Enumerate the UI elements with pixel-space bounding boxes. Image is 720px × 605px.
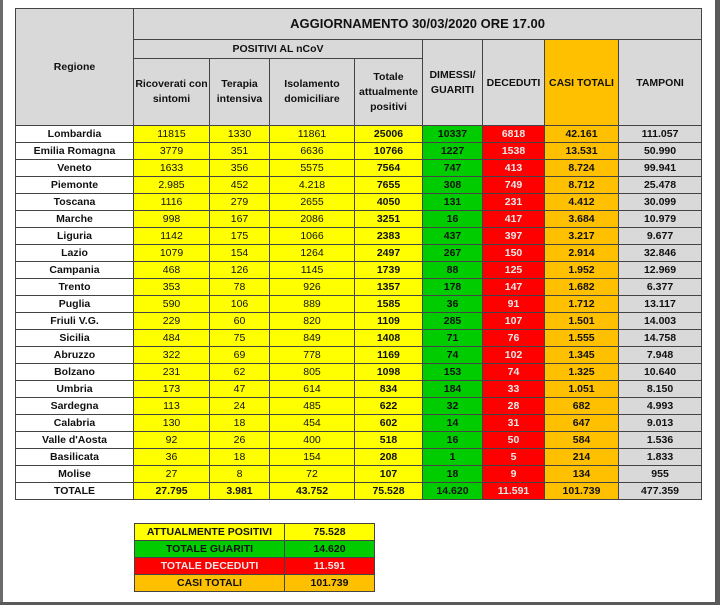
cell-terapia: 18: [210, 449, 270, 466]
cell-casi: 42.161: [545, 126, 619, 143]
cell-regione: Puglia: [16, 296, 134, 313]
cell-regione: Sardegna: [16, 398, 134, 415]
cell-casi: 4.412: [545, 194, 619, 211]
cell-tamponi: 1.833: [619, 449, 702, 466]
cell-totale: 1585: [355, 296, 423, 313]
cell-dimessi: 18: [423, 466, 483, 483]
cell-isolamento: 154: [270, 449, 355, 466]
table-row: [16, 313, 702, 330]
cell-casi: 1.952: [545, 262, 619, 279]
cell-dimessi: 10337: [423, 126, 483, 143]
cell-deceduti: 9: [483, 466, 545, 483]
cell-tamponi: 12.969: [619, 262, 702, 279]
cell-tamponi: 32.846: [619, 245, 702, 262]
summary-row: [135, 575, 375, 592]
table-row: [16, 211, 702, 228]
cell-totale: 518: [355, 432, 423, 449]
table-row: [16, 194, 702, 211]
cell-tamponi: 111.057: [619, 126, 702, 143]
cell-deceduti: 397: [483, 228, 545, 245]
cell-casi: 682: [545, 398, 619, 415]
cell-casi: 8.712: [545, 177, 619, 194]
cell-regione: Valle d'Aosta: [16, 432, 134, 449]
window-frame-left: [0, 0, 3, 605]
cell-isolamento: 1066: [270, 228, 355, 245]
cell-ricoverati: 590: [134, 296, 210, 313]
total-isolamento: 43.752: [270, 483, 355, 500]
cell-tamponi: 99.941: [619, 160, 702, 177]
cell-terapia: 47: [210, 381, 270, 398]
header-isolamento: Isolamento domiciliare: [270, 59, 355, 126]
cell-terapia: 154: [210, 245, 270, 262]
cell-dimessi: 285: [423, 313, 483, 330]
summary-value: 101.739: [285, 575, 375, 592]
cell-ricoverati: 998: [134, 211, 210, 228]
cell-tamponi: 50.990: [619, 143, 702, 160]
cell-dimessi: 74: [423, 347, 483, 364]
cell-deceduti: 231: [483, 194, 545, 211]
cell-terapia: 167: [210, 211, 270, 228]
cell-isolamento: 4.218: [270, 177, 355, 194]
cell-regione: Lazio: [16, 245, 134, 262]
cell-tamponi: 10.640: [619, 364, 702, 381]
cell-totale: 1357: [355, 279, 423, 296]
summary-label: TOTALE DECEDUTI: [135, 558, 285, 575]
cell-totale: 208: [355, 449, 423, 466]
header-dimessi: DIMESSI/ GUARITI: [423, 40, 483, 126]
cell-tamponi: 8.150: [619, 381, 702, 398]
cell-isolamento: 1264: [270, 245, 355, 262]
cell-ricoverati: 36: [134, 449, 210, 466]
cell-regione: Piemonte: [16, 177, 134, 194]
cell-deceduti: 5: [483, 449, 545, 466]
cell-terapia: 60: [210, 313, 270, 330]
cell-casi: 647: [545, 415, 619, 432]
covid-regional-table: [15, 8, 702, 500]
total-casi: 101.739: [545, 483, 619, 500]
cell-isolamento: 849: [270, 330, 355, 347]
cell-terapia: 26: [210, 432, 270, 449]
cell-casi: 13.531: [545, 143, 619, 160]
total-tamponi: 477.359: [619, 483, 702, 500]
cell-totale: 25006: [355, 126, 423, 143]
table-row: [16, 466, 702, 483]
cell-dimessi: 308: [423, 177, 483, 194]
cell-dimessi: 153: [423, 364, 483, 381]
header-totale-positivi: Totale attualmente positivi: [355, 59, 423, 126]
cell-dimessi: 71: [423, 330, 483, 347]
cell-terapia: 356: [210, 160, 270, 177]
summary-label: CASI TOTALI: [135, 575, 285, 592]
table-row: [16, 126, 702, 143]
cell-dimessi: 14: [423, 415, 483, 432]
cell-dimessi: 32: [423, 398, 483, 415]
cell-regione: Veneto: [16, 160, 134, 177]
header-deceduti: DECEDUTI: [483, 40, 545, 126]
table-row: [16, 432, 702, 449]
cell-isolamento: 6636: [270, 143, 355, 160]
cell-terapia: 126: [210, 262, 270, 279]
cell-totale: 2383: [355, 228, 423, 245]
cell-casi: 3.217: [545, 228, 619, 245]
cell-deceduti: 28: [483, 398, 545, 415]
cell-deceduti: 749: [483, 177, 545, 194]
table-row: [16, 177, 702, 194]
summary-label: ATTUALMENTE POSITIVI: [135, 524, 285, 541]
cell-terapia: 69: [210, 347, 270, 364]
cell-isolamento: 11861: [270, 126, 355, 143]
cell-casi: 8.724: [545, 160, 619, 177]
cell-regione: Trento: [16, 279, 134, 296]
header-regione: Regione: [16, 9, 134, 126]
total-ricoverati: 27.795: [134, 483, 210, 500]
table-row: [16, 347, 702, 364]
table-row: [16, 415, 702, 432]
cell-isolamento: 454: [270, 415, 355, 432]
cell-totale: 10766: [355, 143, 423, 160]
cell-ricoverati: 484: [134, 330, 210, 347]
cell-regione: Bolzano: [16, 364, 134, 381]
summary-value: 11.591: [285, 558, 375, 575]
cell-isolamento: 2086: [270, 211, 355, 228]
cell-ricoverati: 322: [134, 347, 210, 364]
cell-isolamento: 614: [270, 381, 355, 398]
table-body: [16, 126, 702, 500]
cell-ricoverati: 2.985: [134, 177, 210, 194]
summary-label: TOTALE GUARITI: [135, 541, 285, 558]
cell-casi: 214: [545, 449, 619, 466]
cell-ricoverati: 468: [134, 262, 210, 279]
total-totale: 75.528: [355, 483, 423, 500]
cell-deceduti: 147: [483, 279, 545, 296]
cell-regione: Calabria: [16, 415, 134, 432]
cell-tamponi: 4.993: [619, 398, 702, 415]
cell-ricoverati: 229: [134, 313, 210, 330]
cell-tamponi: 14.003: [619, 313, 702, 330]
cell-deceduti: 417: [483, 211, 545, 228]
cell-ricoverati: 27: [134, 466, 210, 483]
cell-tamponi: 955: [619, 466, 702, 483]
window-frame-right: [715, 0, 720, 605]
cell-ricoverati: 173: [134, 381, 210, 398]
cell-regione: Emilia Romagna: [16, 143, 134, 160]
cell-deceduti: 6818: [483, 126, 545, 143]
summary-row: [135, 541, 375, 558]
cell-ricoverati: 130: [134, 415, 210, 432]
cell-casi: 3.684: [545, 211, 619, 228]
table-row: [16, 398, 702, 415]
cell-totale: 7564: [355, 160, 423, 177]
cell-totale: 1098: [355, 364, 423, 381]
summary-value: 75.528: [285, 524, 375, 541]
cell-tamponi: 9.677: [619, 228, 702, 245]
cell-isolamento: 400: [270, 432, 355, 449]
cell-terapia: 106: [210, 296, 270, 313]
cell-totale: 3251: [355, 211, 423, 228]
cell-totale: 1408: [355, 330, 423, 347]
cell-isolamento: 1145: [270, 262, 355, 279]
cell-tamponi: 30.099: [619, 194, 702, 211]
cell-casi: 584: [545, 432, 619, 449]
cell-totale: 2497: [355, 245, 423, 262]
cell-dimessi: 1: [423, 449, 483, 466]
cell-terapia: 175: [210, 228, 270, 245]
cell-regione: Umbria: [16, 381, 134, 398]
cell-terapia: 75: [210, 330, 270, 347]
cell-ricoverati: 1633: [134, 160, 210, 177]
table-row: [16, 449, 702, 466]
total-deceduti: 11.591: [483, 483, 545, 500]
cell-regione: Liguria: [16, 228, 134, 245]
header-ricoverati: Ricoverati con sintomi: [134, 59, 210, 126]
cell-totale: 4050: [355, 194, 423, 211]
cell-ricoverati: 1116: [134, 194, 210, 211]
cell-tamponi: 6.377: [619, 279, 702, 296]
cell-deceduti: 33: [483, 381, 545, 398]
table-row: [16, 330, 702, 347]
cell-tamponi: 13.117: [619, 296, 702, 313]
cell-isolamento: 820: [270, 313, 355, 330]
cell-isolamento: 926: [270, 279, 355, 296]
cell-tamponi: 25.478: [619, 177, 702, 194]
cell-ricoverati: 1142: [134, 228, 210, 245]
cell-casi: 1.501: [545, 313, 619, 330]
cell-totale: 834: [355, 381, 423, 398]
cell-dimessi: 1227: [423, 143, 483, 160]
cell-isolamento: 5575: [270, 160, 355, 177]
cell-casi: 1.555: [545, 330, 619, 347]
cell-dimessi: 184: [423, 381, 483, 398]
table-row: [16, 160, 702, 177]
cell-deceduti: 76: [483, 330, 545, 347]
cell-totale: 7655: [355, 177, 423, 194]
cell-regione: Basilicata: [16, 449, 134, 466]
cell-totale: 1739: [355, 262, 423, 279]
cell-terapia: 18: [210, 415, 270, 432]
header-tamponi: TAMPONI: [619, 40, 702, 126]
cell-ricoverati: 1079: [134, 245, 210, 262]
cell-tamponi: 9.013: [619, 415, 702, 432]
cell-deceduti: 74: [483, 364, 545, 381]
cell-tamponi: 7.948: [619, 347, 702, 364]
cell-regione: Lombardia: [16, 126, 134, 143]
cell-regione: Friuli V.G.: [16, 313, 134, 330]
cell-casi: 1.051: [545, 381, 619, 398]
cell-isolamento: 2655: [270, 194, 355, 211]
total-regione: TOTALE: [16, 483, 134, 500]
cell-deceduti: 50: [483, 432, 545, 449]
cell-terapia: 8: [210, 466, 270, 483]
total-dimessi: 14.620: [423, 483, 483, 500]
table-row: [16, 228, 702, 245]
cell-terapia: 452: [210, 177, 270, 194]
cell-isolamento: 485: [270, 398, 355, 415]
cell-dimessi: 437: [423, 228, 483, 245]
totals-row: [16, 483, 702, 500]
table-row: [16, 245, 702, 262]
cell-isolamento: 889: [270, 296, 355, 313]
cell-casi: 1.345: [545, 347, 619, 364]
cell-dimessi: 178: [423, 279, 483, 296]
cell-regione: Toscana: [16, 194, 134, 211]
cell-isolamento: 778: [270, 347, 355, 364]
cell-casi: 1.325: [545, 364, 619, 381]
table-row: [16, 381, 702, 398]
cell-totale: 1169: [355, 347, 423, 364]
table-row: [16, 364, 702, 381]
table-row: [16, 296, 702, 313]
cell-deceduti: 91: [483, 296, 545, 313]
cell-isolamento: 805: [270, 364, 355, 381]
summary-row: [135, 524, 375, 541]
cell-dimessi: 267: [423, 245, 483, 262]
cell-casi: 2.914: [545, 245, 619, 262]
table-row: [16, 279, 702, 296]
cell-regione: Campania: [16, 262, 134, 279]
summary-table: [134, 523, 375, 592]
cell-tamponi: 1.536: [619, 432, 702, 449]
table-row: [16, 262, 702, 279]
cell-totale: 107: [355, 466, 423, 483]
cell-terapia: 279: [210, 194, 270, 211]
cell-terapia: 78: [210, 279, 270, 296]
total-terapia: 3.981: [210, 483, 270, 500]
cell-ricoverati: 3779: [134, 143, 210, 160]
cell-deceduti: 150: [483, 245, 545, 262]
cell-ricoverati: 113: [134, 398, 210, 415]
cell-dimessi: 131: [423, 194, 483, 211]
cell-terapia: 1330: [210, 126, 270, 143]
cell-totale: 1109: [355, 313, 423, 330]
cell-casi: 134: [545, 466, 619, 483]
header-terapia: Terapia intensiva: [210, 59, 270, 126]
cell-totale: 622: [355, 398, 423, 415]
header-casi-totali: CASI TOTALI: [545, 40, 619, 126]
cell-casi: 1.712: [545, 296, 619, 313]
cell-terapia: 24: [210, 398, 270, 415]
cell-regione: Sicilia: [16, 330, 134, 347]
summary-body: [135, 524, 375, 592]
cell-isolamento: 72: [270, 466, 355, 483]
cell-ricoverati: 11815: [134, 126, 210, 143]
cell-dimessi: 747: [423, 160, 483, 177]
cell-dimessi: 16: [423, 211, 483, 228]
header-positivi-group: POSITIVI AL nCoV: [134, 40, 423, 59]
summary-value: 14.620: [285, 541, 375, 558]
cell-deceduti: 1538: [483, 143, 545, 160]
cell-dimessi: 36: [423, 296, 483, 313]
cell-totale: 602: [355, 415, 423, 432]
cell-regione: Molise: [16, 466, 134, 483]
cell-terapia: 62: [210, 364, 270, 381]
summary-row: [135, 558, 375, 575]
cell-deceduti: 31: [483, 415, 545, 432]
cell-deceduti: 107: [483, 313, 545, 330]
cell-deceduti: 125: [483, 262, 545, 279]
table-title: AGGIORNAMENTO 30/03/2020 ORE 17.00: [134, 9, 702, 40]
cell-ricoverati: 353: [134, 279, 210, 296]
cell-ricoverati: 92: [134, 432, 210, 449]
cell-casi: 1.682: [545, 279, 619, 296]
cell-deceduti: 413: [483, 160, 545, 177]
cell-terapia: 351: [210, 143, 270, 160]
cell-deceduti: 102: [483, 347, 545, 364]
cell-dimessi: 88: [423, 262, 483, 279]
cell-tamponi: 10.979: [619, 211, 702, 228]
cell-ricoverati: 231: [134, 364, 210, 381]
cell-regione: Abruzzo: [16, 347, 134, 364]
cell-dimessi: 16: [423, 432, 483, 449]
table-row: [16, 143, 702, 160]
cell-regione: Marche: [16, 211, 134, 228]
cell-tamponi: 14.758: [619, 330, 702, 347]
